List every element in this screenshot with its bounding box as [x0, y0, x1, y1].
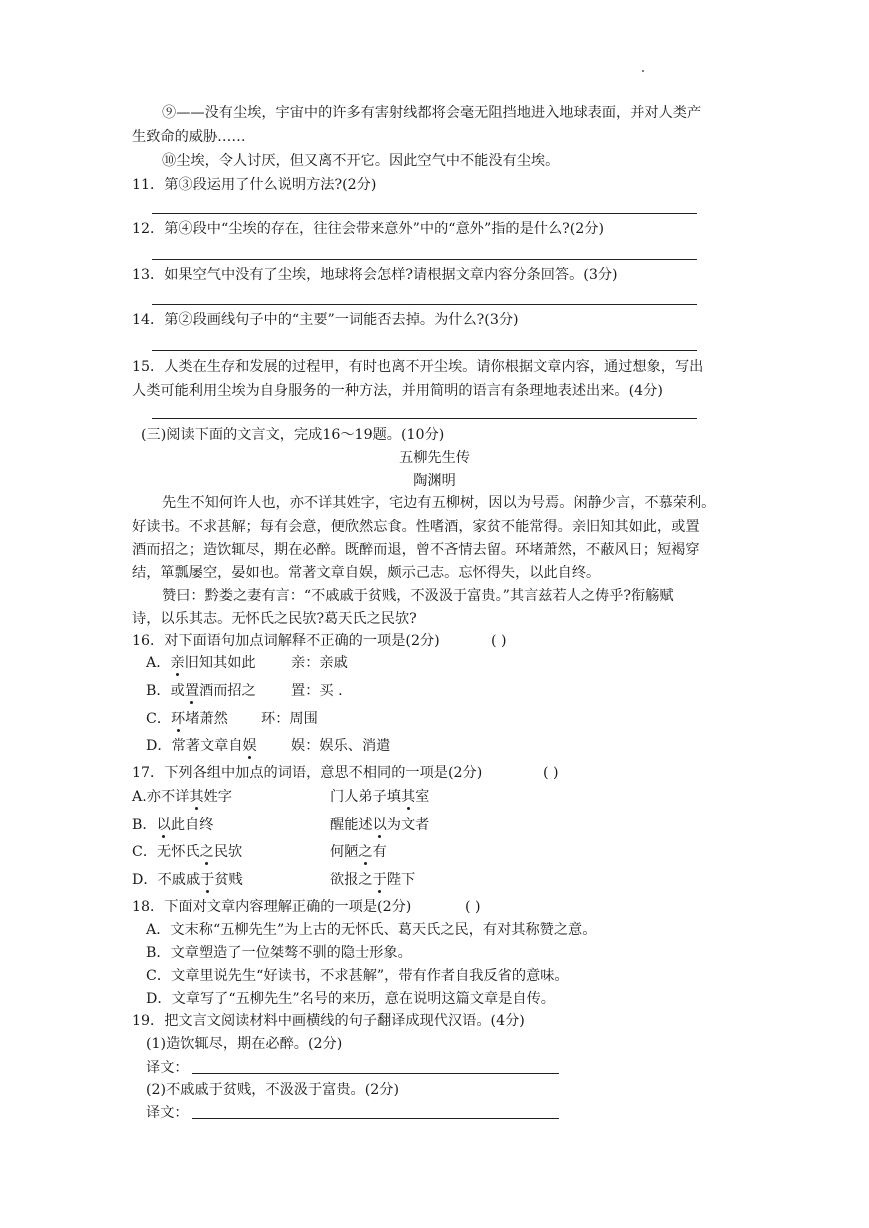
classical-line-6: 诗，以乐其志。无怀氏之民欤?葛天氏之民欤?	[132, 611, 417, 627]
classical-line-1: 先生不知何许人也，亦不详其姓字，宅边有五柳树，因以为号焉。闲静少言，不慕荣利。	[162, 495, 716, 511]
option-16-c-gloss: 环：周围	[261, 711, 318, 727]
page-corner-mark	[642, 70, 644, 72]
option-17-a-left: A.亦不详其姓字	[132, 789, 232, 805]
option-16-b-gloss: 置：买 .	[291, 683, 343, 699]
question-17-answer-blank[interactable]: ( )	[543, 765, 559, 781]
option-17-c-left: C．无怀氏之民欤	[132, 844, 243, 860]
option-18-c: C．文章里说先生“好读书，不求甚解”，带有作者自我反省的意味。	[146, 968, 569, 984]
paragraph-9-line-2: 生致命的威胁……	[132, 129, 246, 145]
option-16-d-gloss: 娱：娱乐、消遣	[291, 738, 391, 754]
option-17-d-left: D．不戚戚于贫贱	[132, 872, 243, 888]
classical-line-4: 结，箪瓢屡空，晏如也。常著文章自娱，颇示己志。忘怀得失，以此自终。	[132, 565, 601, 581]
classical-line-5: 赞曰：黔娄之妻有言：“不戚戚于贫贱，不汲汲于富贵。”其言兹若人之俦乎?衔觞赋	[162, 588, 674, 604]
translation-line-2[interactable]	[192, 1118, 559, 1119]
classical-line-2: 好读书。不求甚解；每有会意，便欣然忘食。性嗜酒，家贫不能常得。亲旧知其如此，或置	[132, 519, 700, 535]
answer-line-15[interactable]	[152, 418, 697, 419]
option-18-a: A．文末称“五柳先生”为上古的无怀氏、葛天氏之民，有对其称赞之意。	[146, 922, 597, 938]
emphasis-dot: 以	[156, 817, 171, 833]
question-11: 11．第③段运用了什么说明方法?(2分)	[132, 177, 377, 193]
question-17-stem: 17．下列各组中加点的词语，意思不相同的一项是(2分)	[132, 765, 483, 781]
answer-line-14[interactable]	[152, 350, 697, 351]
classical-author: 陶渊明	[413, 473, 456, 489]
emphasis-dot: 之	[199, 844, 214, 860]
option-16-a: A．亲旧知其如此	[146, 655, 256, 671]
answer-line-13[interactable]	[152, 304, 697, 305]
section-3-heading: (三)阅读下面的文言文，完成16～19题。(10分)	[141, 427, 445, 443]
question-18-stem: 18．下面对文章内容理解正确的一项是(2分)	[132, 899, 412, 915]
question-16-stem: 16．对下面语句加点词解释不正确的一项是(2分)	[132, 633, 440, 649]
translation-label-2: 译文：	[146, 1105, 189, 1121]
answer-line-12[interactable]	[152, 259, 697, 260]
question-12: 12．第④段中“尘埃的存在，往往会带来意外”中的“意外”指的是什么?(2分)	[132, 221, 605, 237]
emphasis-dot: 于	[372, 872, 387, 888]
option-16-b: B．或置酒而招之	[146, 683, 256, 699]
emphasis-dot: 亲	[170, 655, 185, 671]
emphasis-dot: 于	[200, 872, 215, 888]
question-15-line-1: 15．人类在生存和发展的过程甲，有时也离不开尘埃。请你根据文章内容，通过想象，写出	[132, 359, 704, 375]
classical-line-3: 酒而招之；造饮辄尽，期在必醉。既醉而退，曾不吝情去留。环堵萧然，不蔽风日；短褐穿	[132, 542, 700, 558]
question-14: 14．第②段画线句子中的“主要”一词能否去掉。为什么?(3分)	[132, 312, 519, 328]
option-17-c-right: 何陋之有	[330, 844, 387, 860]
emphasis-dot: 其	[400, 789, 416, 805]
emphasis-dot: 之	[358, 844, 373, 860]
question-19-sentence-1: (1)造饮辄尽，期在必醉。(2分)	[146, 1036, 343, 1052]
option-17-d-right: 欲报之于陛下	[330, 872, 416, 888]
option-16-a-gloss: 亲：亲戚	[291, 655, 348, 671]
answer-line-11[interactable]	[152, 213, 697, 214]
question-13: 13．如果空气中没有了尘埃，地球将会怎样?请根据文章内容分条回答。(3分)	[132, 267, 618, 283]
emphasis-dot: 以	[372, 817, 387, 833]
question-19-stem: 19．把文言文阅读材料中画横线的句子翻译成现代汉语。(4分)	[132, 1013, 525, 1029]
paragraph-10: ⑩尘埃，令人讨厌，但又离不开它。因此空气中不能没有尘埃。	[162, 153, 560, 169]
option-17-b-right: 醒能述以为文者	[330, 817, 430, 833]
option-17-a-right: 门人弟子填其室	[330, 789, 430, 805]
emphasis-dot: 环	[171, 711, 186, 727]
classical-title: 五柳先生传	[399, 450, 470, 466]
translation-label-1: 译文：	[146, 1060, 189, 1076]
option-16-d: D．常著文章自娱	[146, 738, 257, 754]
translation-line-1[interactable]	[192, 1073, 559, 1074]
question-16-answer-blank[interactable]: ( )	[491, 633, 507, 649]
emphasis-dot: 娱	[242, 738, 257, 754]
question-15-line-2: 人类可能利用尘埃为自身服务的一种方法，并用简明的语言有条理地表述出来。(4分)	[132, 383, 663, 399]
emphasis-dot: 其	[189, 789, 204, 805]
option-16-c: C．环堵萧然	[146, 711, 228, 727]
question-19-sentence-2: (2)不戚戚于贫贱，不汲汲于富贵。(2分)	[146, 1082, 400, 1098]
option-18-b: B．文章塑造了一位桀骜不驯的隐士形象。	[146, 945, 412, 961]
paragraph-9-line-1: ⑨——没有尘埃，宇宙中的许多有害射线都将会毫无阻挡地进入地球表面，并对人类产	[162, 105, 702, 121]
option-17-b-left: B．以此自终	[132, 817, 214, 833]
question-18-answer-blank[interactable]: ( )	[465, 899, 481, 915]
option-18-d: D．文章写了“五柳先生”名号的来历，意在说明这篇文章是自传。	[146, 991, 555, 1007]
emphasis-dot: 置	[184, 683, 200, 699]
